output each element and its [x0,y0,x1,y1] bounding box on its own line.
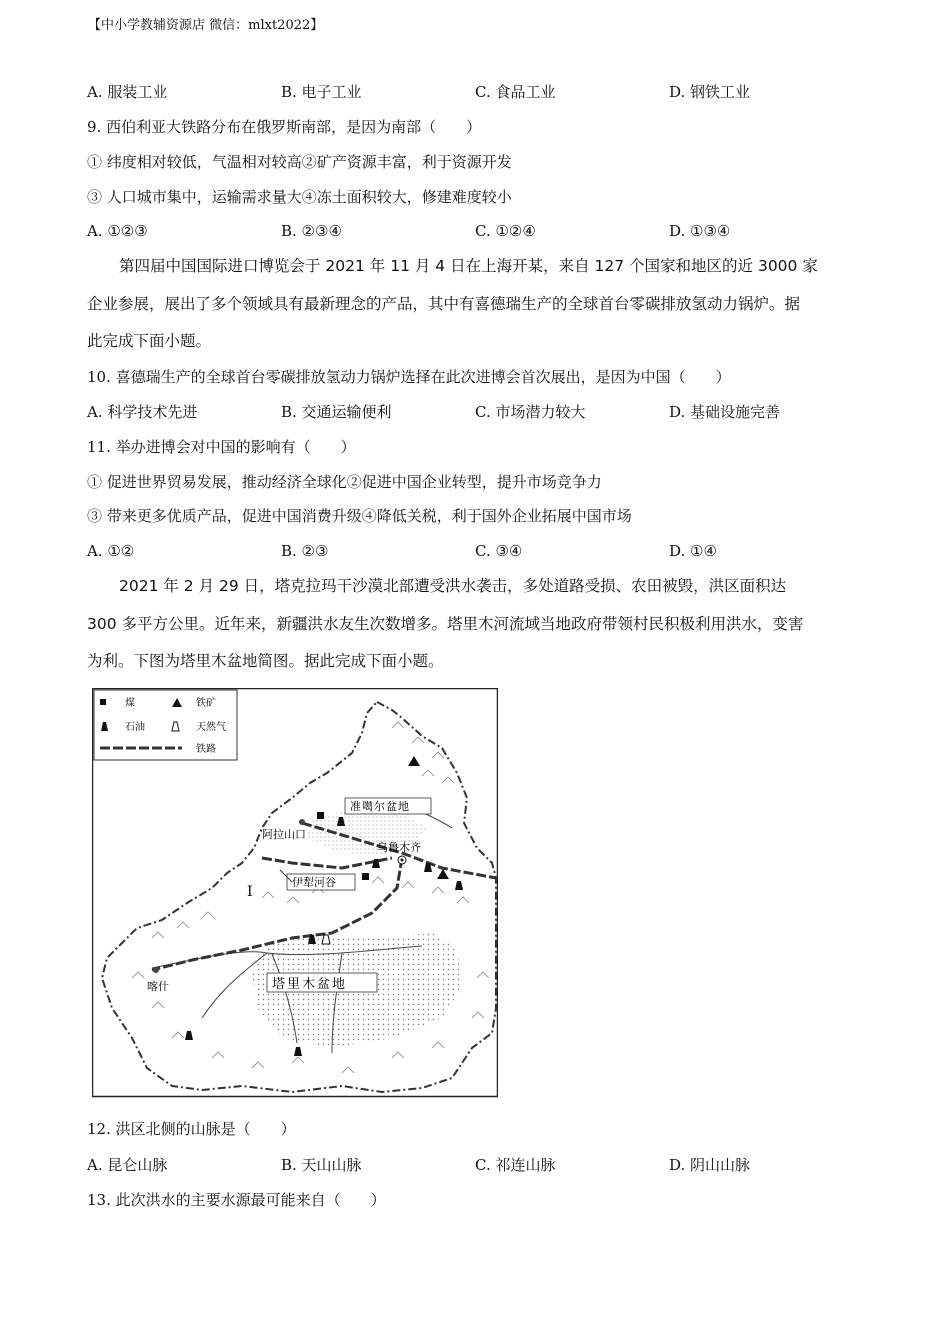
q10-stem: 10. 喜德瑞生产的全球首台零碳排放氢动力锅炉选择在此次进博会首次展出，是因为中国（ ） [87,368,731,386]
passage2-line-1: 2021 年 2 月 29 日，塔克拉玛干沙漠北部遭受洪水袭击，多处道路受损、农田被毁，洪区面积达 [119,577,787,595]
alashankou-dot [299,819,305,825]
q10-options [87,402,867,422]
q11-statement-1: ① 促进世界贸易发展，推动经济全球化②促进中国企业转型，提升市场竞争力 [87,473,602,491]
q11-option-d[interactable]: D. ①④ [669,542,717,560]
legend-railway: 铁路 [196,744,216,755]
passage2-line-2: 300 多平方公里。近年来，新疆洪水友生次数增多。塔里木河流域当地政府带领村民积极利用洪水，变害 [87,615,804,633]
gas-icon [322,935,330,944]
q9-option-b[interactable]: B. ②③④ [281,222,342,240]
q10-option-c[interactable]: C. 市场潜力较大 [475,403,586,421]
q10-option-d[interactable]: D. 基础设施完善 [669,403,781,421]
q11-statement-2: ③ 带来更多优质产品，促进中国消费升级④降低关税，利于国外企业拓展中国市场 [87,507,632,525]
q11-options [87,541,867,561]
kashgar-dot [153,967,159,973]
q9-stem: 9. 西伯利亚大铁路分布在俄罗斯南部，是因为南部（ ） [87,118,482,136]
q11-option-c[interactable]: C. ③④ [475,542,523,560]
q12-option-b[interactable]: B. 天山山脉 [281,1156,362,1174]
q12-stem: 12. 洪区北侧的山脉是（ ） [87,1120,296,1138]
q9-options [87,221,867,241]
q11-option-b[interactable]: B. ②③ [281,542,329,560]
passage1-line-1: 第四届中国国际进口博览会于 2021 年 11 月 4 日在上海开某，来自 127 个国家和地区的近 3000 家 [119,257,818,275]
tarim-basin-map [92,688,498,1098]
coal-icon [317,812,324,819]
label-alashankou: 阿拉山口 [262,828,306,841]
passage1-line-2: 企业参展，展出了多个领域具有最新理念的产品，其中有喜德瑞生产的全球首台零碳排放氢动力锅炉。据 [87,295,801,313]
label-urumqi: 乌鲁木齐 [377,841,421,854]
q12-option-d[interactable]: D. 阴山山脉 [669,1156,751,1174]
coal-legend-icon [100,699,106,705]
label-junggar: 准噶尔盆地 [350,800,410,813]
q9-statement-2: ③ 人口城市集中，运输需求量大④冻土面积较大，修建难度较小 [87,188,512,206]
q10-option-a[interactable]: A. 科学技术先进 [87,403,198,421]
legend-oil: 石油 [125,722,145,733]
q8-option-a[interactable]: A. 服装工业 [87,83,168,101]
map-legend [94,690,237,760]
passage2-line-3: 为利。下图为塔里木盆地简图。据此完成下面小题。 [87,652,444,670]
q11-option-a[interactable]: A. ①② [87,542,135,560]
q9-statement-1: ① 纬度相对较低，气温相对较高②矿产资源丰富，利于资源开发 [87,153,512,171]
q9-option-c[interactable]: C. ①②④ [475,222,536,240]
q12-options [87,1155,867,1175]
label-yili: 伊犁河谷 [292,876,336,889]
legend-gas: 天然气 [196,722,226,733]
q8-option-c[interactable]: C. 食品工业 [475,83,556,101]
q8-options [87,82,867,102]
label-tarim: 塔里木盆地 [272,977,348,992]
q13-stem: 13. 此次洪水的主要水源最可能来自（ ） [87,1191,386,1209]
label-kashgar: 喀什 [147,980,169,993]
q9-option-a[interactable]: A. ①②③ [87,222,148,240]
coal-icon [362,873,369,880]
legend-coal: 煤 [125,698,135,709]
q11-stem: 11. 举办进博会对中国的影响有（ ） [87,438,356,456]
legend-iron: 铁矿 [196,698,216,709]
q10-option-b[interactable]: B. 交通运输便利 [281,403,392,421]
label-roman-i: I [247,884,253,900]
q12-option-c[interactable]: C. 祁连山脉 [475,1156,556,1174]
passage1-line-3: 此完成下面小题。 [87,332,212,350]
q8-option-d[interactable]: D. 钢铁工业 [669,83,751,101]
q12-option-a[interactable]: A. 昆仑山脉 [87,1156,168,1174]
q9-option-d[interactable]: D. ①③④ [669,222,731,240]
q8-option-b[interactable]: B. 电子工业 [281,83,362,101]
source-header: 【中小学教辅资源店 微信：mlxt2022】 [88,18,324,33]
